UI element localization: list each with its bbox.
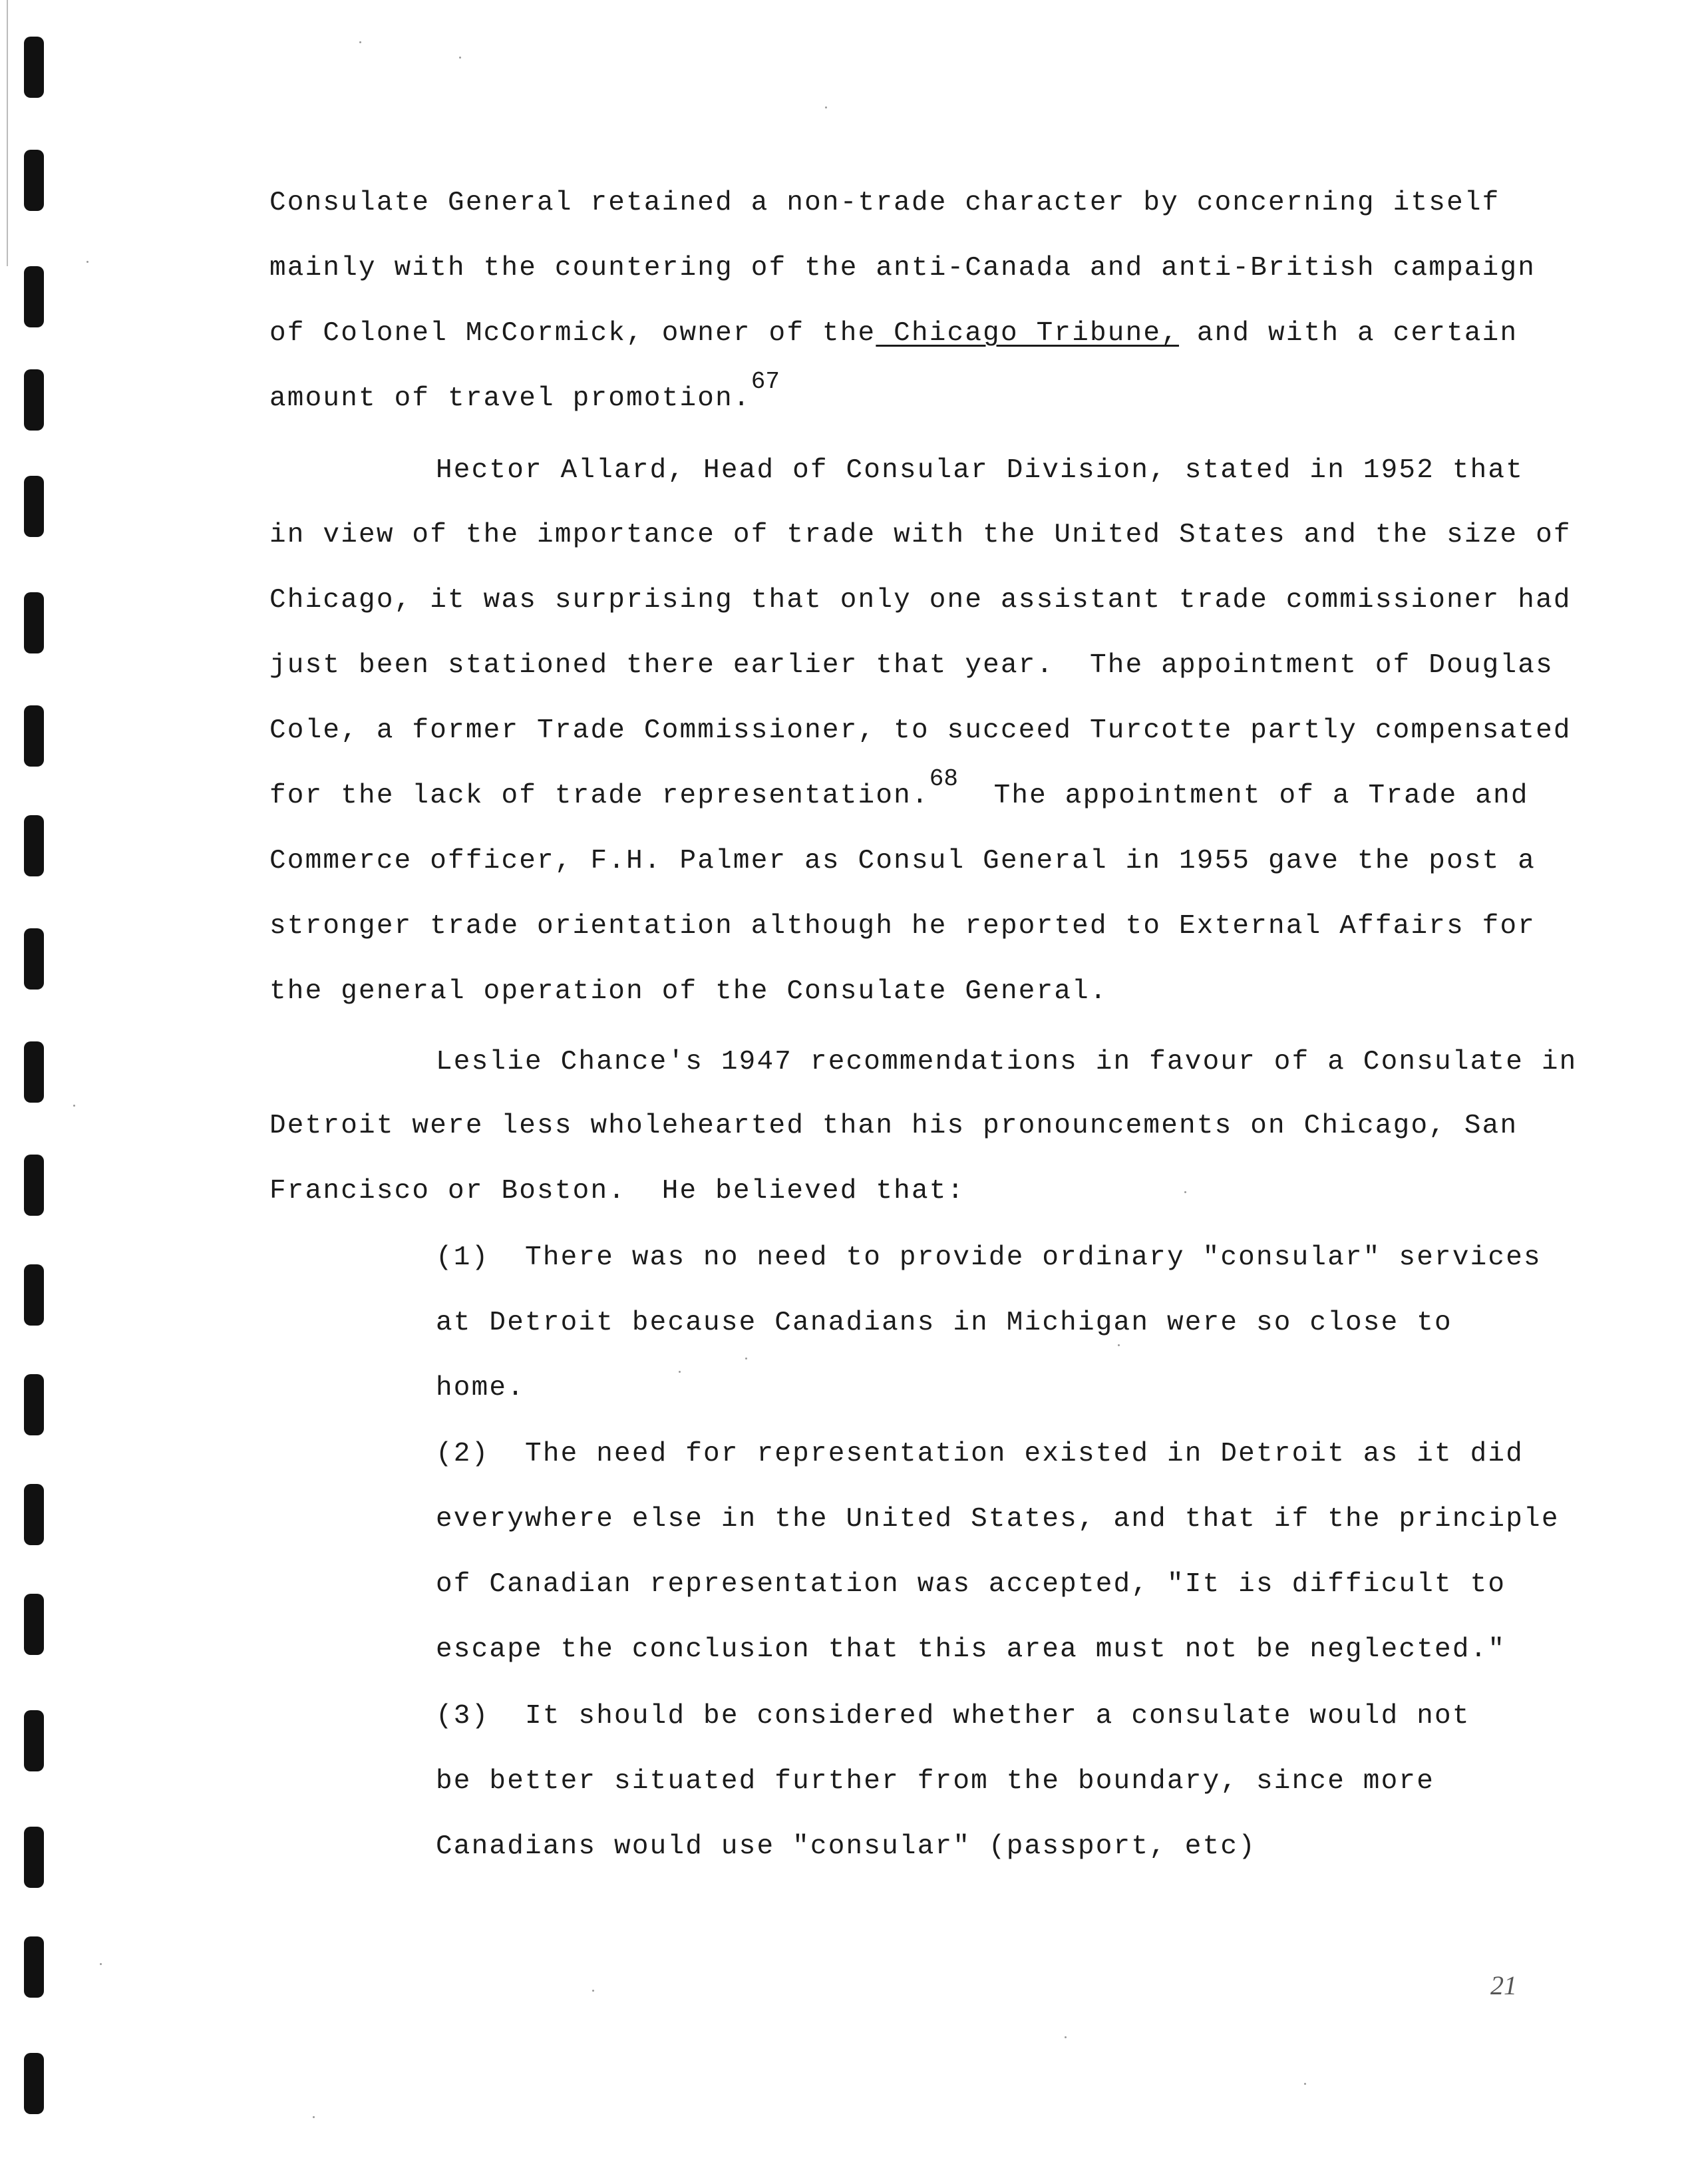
text-line: stronger trade orientation although he reported to External Affairs for [269,911,1536,942]
newspaper-title: Chicago Tribune, [876,318,1180,349]
list-item-line: (3) It should be considered whether a consulate would not [436,1701,1470,1731]
binder-hole [24,928,44,990]
footnote-ref: 67 [751,368,780,395]
text-line: Hector Allard, Head of Consular Division, stated in 1952 that [436,455,1524,486]
binder-hole [24,369,44,431]
scan-speck [459,57,461,59]
list-item-line: (1) There was no need to provide ordinary "consular" services [436,1242,1542,1273]
scan-speck [745,1358,747,1360]
scan-speck [592,1990,594,1992]
binder-hole [24,1264,44,1326]
text-line: Consulate General retained a non-trade character by concerning itself [269,188,1500,218]
page-edge-line [7,0,8,266]
scan-speck [825,106,827,108]
scan-speck [313,2116,315,2118]
list-item-line: (2) The need for representation existed in Detroit as it did [436,1439,1524,1469]
list-item-line: Canadians would use "consular" (passport, etc) [436,1831,1256,1862]
footnote-ref: 68 [929,765,958,793]
text-segment: of Colonel McCormick, owner of the [269,318,876,349]
text-line: Francisco or Boston. He believed that: [269,1176,965,1206]
list-item-line: home. [436,1373,526,1403]
text-segment: amount of travel promotion. [269,383,751,414]
binder-hole [24,476,44,537]
text-line: the general operation of the Consulate General. [269,976,1108,1007]
text-segment: for the lack of trade representation. [269,781,929,811]
text-line [269,765,1529,811]
page-number: 21 [1490,1970,1517,2000]
text-line: Leslie Chance's 1947 recommendations in favour of a Consulate in [436,1047,1578,1077]
scan-speck [359,41,361,43]
text-line: just been stationed there earlier that year. The appointment of Douglas [269,650,1554,681]
list-item-line: everywhere else in the United States, and that if the principle [436,1504,1560,1535]
list-item-line: of Canadian representation was accepted, "It is difficult to [436,1569,1506,1600]
text-line: Detroit were less wholehearted than his pronouncements on Chicago, San [269,1111,1518,1141]
binder-hole [24,1155,44,1216]
list-item-line: at Detroit because Canadians in Michigan were so close to [436,1308,1452,1338]
binder-hole [24,150,44,211]
binder-hole [24,1936,44,1998]
binder-hole [24,705,44,767]
binder-hole [24,266,44,327]
binder-hole [24,1374,44,1435]
binder-hole [24,815,44,876]
binder-hole [24,37,44,98]
list-item-line: be better situated further from the boundary, since more [436,1766,1435,1797]
binder-hole [24,1710,44,1771]
text-line: Cole, a former Trade Commissioner, to succeed Turcotte partly compensated [269,715,1572,746]
text-line [269,368,780,414]
scan-speck [86,261,88,263]
text-line: mainly with the countering of the anti-Canada and anti-British campaign [269,253,1536,283]
binder-hole [24,1484,44,1545]
text-line [269,320,1518,347]
text-segment: and with a certain [1179,318,1518,349]
list-item-line: escape the conclusion that this area must not be neglected." [436,1634,1506,1665]
scan-speck [679,1371,681,1373]
scan-speck [1184,1191,1186,1193]
binder-hole [24,592,44,653]
binder-hole [24,1041,44,1103]
scan-speck [73,1105,75,1107]
scan-speck [1065,2036,1067,2038]
binder-holes [0,0,60,2184]
binder-hole [24,1594,44,1655]
scan-speck [1304,2083,1306,2085]
scan-speck [1118,1344,1120,1346]
scan-speck [100,1963,102,1965]
text-segment: The appointment of a Trade and [957,781,1529,811]
binder-hole [24,2053,44,2114]
text-line: in view of the importance of trade with the United States and the size of [269,520,1572,550]
text-line: Commerce officer, F.H. Palmer as Consul General in 1955 gave the post a [269,846,1536,876]
binder-hole [24,1827,44,1888]
text-line: Chicago, it was surprising that only one assistant trade commissioner had [269,585,1572,616]
